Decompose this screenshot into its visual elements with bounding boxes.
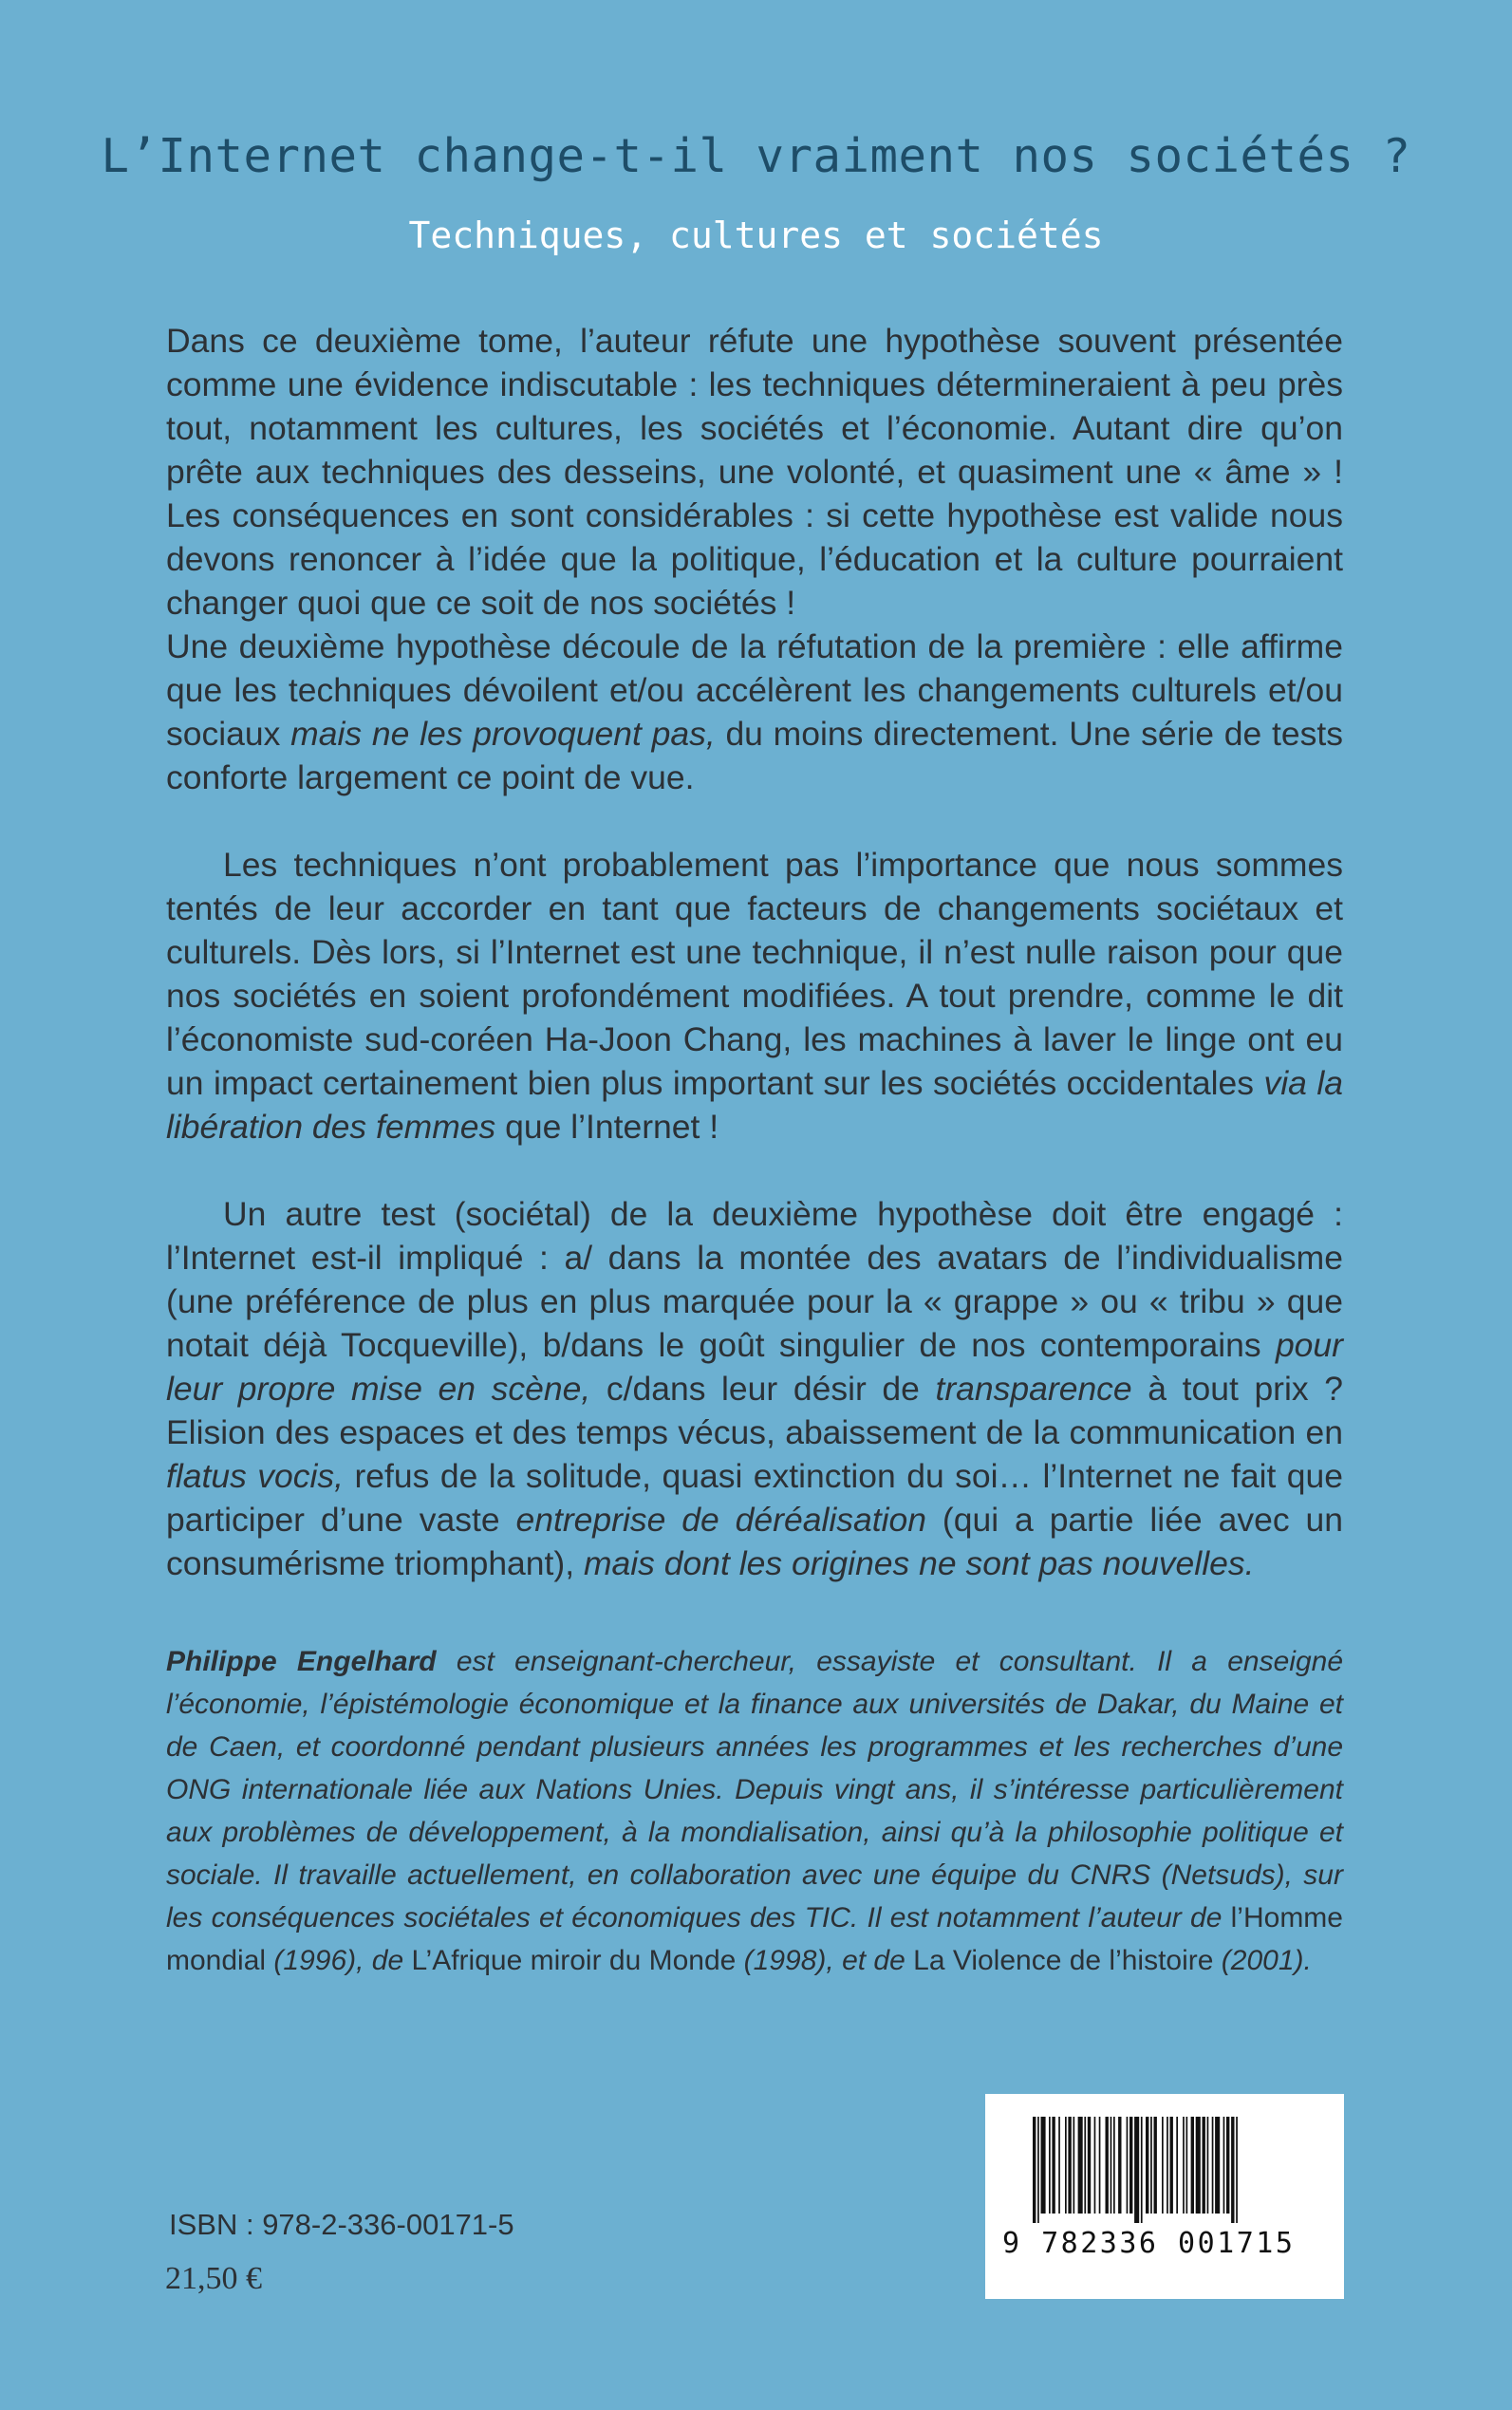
text-run: flatus vocis, (166, 1457, 345, 1495)
barcode-bar (1154, 2117, 1157, 2214)
text-run: mais dont les origines ne sont pas nouvelles. (583, 1544, 1255, 1582)
text-run: mais ne les provoquent pas, (290, 715, 716, 753)
barcode (985, 2094, 1344, 2299)
price: 21,50 € (165, 2261, 262, 2296)
text-run: La Violence de l’histoire (913, 1945, 1214, 1976)
text-run: que l’Internet ! (495, 1108, 719, 1146)
text-run: Dans ce deuxième tome, l’auteur réfute une hypothèse souvent présentée comme une évidence indiscutable : les techniques détermineraient à peu près tout, notamment les cultures, les sociétés et l’économie. Autant dire qu’on prête aux techniques des desseins, une volonté, et quasiment une « âme » ! Les conséquences en sont considérables : si cette hypothèse est valide nous devons renoncer à l’idée que la politique, l’éducation et la culture pourraient changer quoi que ce soit de nos sociétés ! (166, 322, 1343, 622)
barcode-bar (1183, 2117, 1185, 2214)
barcode-bar (1084, 2117, 1086, 2214)
barcode-bar (1176, 2117, 1178, 2214)
barcode-bar (1203, 2117, 1205, 2214)
barcode-bar (1134, 2117, 1139, 2223)
barcode-bar (1073, 2117, 1075, 2214)
barcode-bar (1207, 2117, 1209, 2214)
paragraph-2 (166, 625, 1343, 799)
barcode-bar (1094, 2117, 1096, 2214)
barcode-bar (1088, 2117, 1091, 2214)
author-bio (166, 1640, 1343, 1982)
barcode-bar (1231, 2117, 1234, 2223)
barcode-bar (1215, 2117, 1220, 2214)
barcode-bar (1052, 2117, 1055, 2214)
text-run: (2001). (1213, 1945, 1312, 1976)
barcode-bar (1037, 2117, 1039, 2223)
text-run: (1998), et de (736, 1945, 914, 1976)
text-run: L’Afrique miroir du Monde (411, 1945, 737, 1976)
barcode-bar (1118, 2117, 1121, 2214)
barcode-bar (1129, 2117, 1132, 2214)
text-run: Philippe Engelhard (166, 1646, 437, 1677)
barcode-bar (1049, 2117, 1051, 2214)
barcode-bar (1141, 2117, 1143, 2223)
barcode-bar (1078, 2117, 1083, 2214)
barcode-bar (1099, 2117, 1101, 2214)
barcode-bar (1146, 2117, 1148, 2214)
book-title: L’Internet change-t-il vraiment nos sociétés ? (101, 129, 1411, 183)
paragraph-1 (166, 319, 1343, 625)
text-run: est enseignant-chercheur, essayiste et consultant. Il a enseigné l’économie, l’épistémologie économique et la finance aux universités de Dakar, du Maine et de Caen, et coordonné pendant plusieurs années les programmes et les recherches d’une ONG internationale liée aux Nations Unies. Depuis vingt ans, il s’intéresse particulièrement aux problèmes de développement, à la mondialisation, ainsi qu’à la philosophie politique et sociale. Il travaille actuellement, en collaboration avec une équipe du CNRS (Netsuds), sur les conséquences sociétales et économiques des TIC. Il est notamment l’auteur de (166, 1646, 1344, 1934)
text-run: Les techniques n’ont probablement pas l’importance que nous sommes tentés de leur accorder en tant que facteurs de changements sociétaux et culturels. Dès lors, si l’Internet est une technique, il n’est nulle raison pour que nos sociétés en soient profondément modifiées. A tout prendre, comme le dit l’économiste sud-coréen Ha-Joon Chang, les machines à laver le linge ont eu un impact certainement bien plus important sur les sociétés occidentales (166, 846, 1343, 1102)
barcode-bar (1191, 2117, 1194, 2214)
barcode-bar (1113, 2117, 1115, 2214)
barcode-bar (1065, 2117, 1067, 2214)
text-run: Une deuxième hypothèse découle de la réfutation de la première : elle affirme que les techniques dévoilent et/ou accélèrent les changements culturels et/ou sociaux (166, 627, 1343, 753)
paragraph-4 (166, 1192, 1343, 1585)
text-run: (qui a partie liée avec un consumérisme triomphant), (166, 1501, 1343, 1582)
text-run: l’Homme mondial (166, 1902, 1343, 1976)
back-cover-text (166, 319, 1343, 1585)
barcode-bar (1196, 2117, 1201, 2214)
text-run: Un autre test (sociétal) de la deuxième hypothèse doit être engagé : l’Internet est-il impliqué : a/ dans la montée des avatars de l’individualisme (une préférence de plus en plus marquée pour la « grappe » ou « tribu » que notait déjà Tocqueville), b/dans le goût singulier de nos contemporains (166, 1195, 1343, 1364)
barcode-bar (1167, 2117, 1168, 2214)
text-run: (1996), de (266, 1945, 412, 1976)
barcode-bar (1041, 2117, 1046, 2214)
barcode-digits: 9 782336 001715 (1002, 2227, 1296, 2260)
text-run: entreprise de déréalisation (515, 1501, 926, 1539)
barcode-bar (1068, 2117, 1071, 2214)
barcode-bar (1127, 2117, 1129, 2214)
barcode-bar (1226, 2117, 1229, 2214)
text-run: refus de la solitude, quasi extinction du soi… l’Internet ne fait que participer d’une vaste (166, 1457, 1343, 1539)
text-run: transparence (935, 1370, 1132, 1408)
barcode-bar (1223, 2117, 1225, 2214)
barcode-bar (1186, 2117, 1188, 2214)
isbn: ISBN : 978-2-336-00171-5 (169, 2208, 514, 2241)
barcode-bar (1170, 2117, 1173, 2214)
barcode-bar (1162, 2117, 1164, 2214)
barcode-bar (1106, 2117, 1109, 2214)
barcode-bar (1236, 2117, 1238, 2223)
text-run: c/dans leur désir de (590, 1370, 936, 1408)
barcode-bar (1058, 2117, 1060, 2214)
text-run: via la libération des femmes (166, 1064, 1344, 1146)
text-run: à tout prix ? Elision des espaces et des temps vécus, abaissement de la communication en (166, 1370, 1343, 1451)
text-run: pour leur propre mise en scène, (166, 1326, 1343, 1408)
paragraph-3 (166, 843, 1343, 1149)
text-run: du moins directement. Une série de tests conforte largement ce point de vue. (166, 715, 1343, 796)
book-subtitle: Techniques, cultures et sociétés (408, 215, 1104, 256)
barcode-bars (1027, 2117, 1312, 2223)
barcode-bar (1111, 2117, 1112, 2214)
barcode-bar (1033, 2117, 1036, 2223)
barcode-bar (1150, 2117, 1152, 2214)
barcode-bar (1212, 2117, 1214, 2214)
